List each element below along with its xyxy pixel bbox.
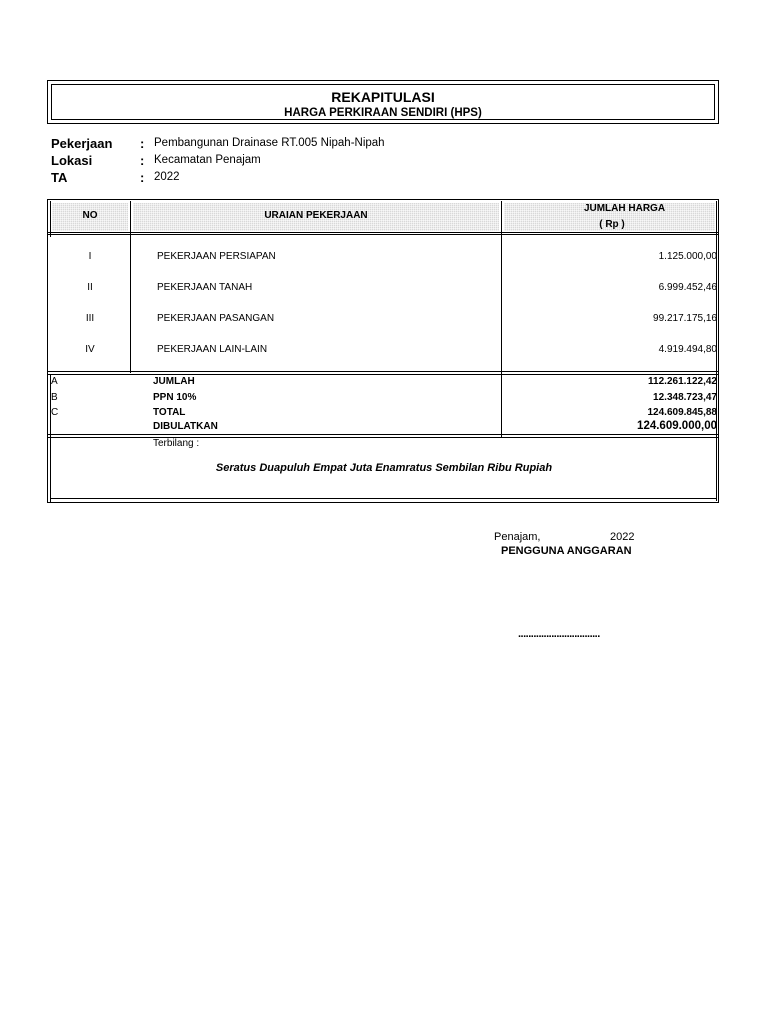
hdivider [47,371,719,372]
hdivider [50,498,717,499]
summary-letter-b: B [51,392,58,403]
hdivider [47,374,719,375]
row-no: III [85,313,95,324]
row-uraian: PEKERJAAN PERSIAPAN [157,251,276,262]
summary-jumlah-label: JUMLAH [153,376,195,387]
row-uraian: PEKERJAAN TANAH [157,282,253,293]
row-no: IV [85,344,95,355]
summary-dibulatkan-label: DIBULATKAN [153,421,218,432]
summary-total-value: 124.609.845,88 [647,407,717,418]
row-jumlah: 99.217.175,16 [653,313,717,324]
summary-letter-a: A [51,376,58,387]
ta-colon: : [140,170,145,185]
signature-place: Penajam, [494,531,541,543]
row-no: I [88,251,92,262]
terbilang-text: Seratus Duapuluh Empat Juta Enamratus Sembilan Ribu Rupiah [215,462,553,474]
title-inner-border [51,84,715,120]
row-uraian: PEKERJAAN LAIN-LAIN [157,344,268,355]
signature-year: 2022 [610,531,635,543]
summary-ppn-value: 12.348.723,47 [653,392,717,403]
row-jumlah: 4.919.494,80 [658,344,717,355]
row-uraian: PEKERJAAN PASANGAN [157,313,275,324]
summary-total-label: TOTAL [153,407,186,418]
hdivider [47,437,719,438]
lokasi-label: Lokasi [51,153,93,168]
header-uraian: URAIAN PEKERJAAN [264,210,368,221]
signature-name-placeholder: ................................ [518,628,600,640]
terbilang-label: Terbilang : [153,438,200,449]
ta-value: 2022 [154,171,180,183]
hdivider [47,234,719,235]
document-subtitle: HARGA PERKIRAAN SENDIRI (HPS) [284,107,482,119]
pekerjaan-label: Pekerjaan [51,136,113,151]
header-no: NO [82,210,98,221]
lokasi-value: Kecamatan Penajam [154,154,261,166]
header-jumlah-line1: JUMLAH HARGA [583,203,666,214]
vdivider [130,201,131,373]
row-jumlah: 6.999.452,46 [658,282,717,293]
document-title: REKAPITULASI [331,89,435,105]
signature-role: PENGGUNA ANGGARAN [501,545,632,557]
pekerjaan-colon: : [140,136,145,151]
header-jumlah-line2: ( Rp ) [599,219,625,230]
hdivider [47,232,719,233]
lokasi-colon: : [140,153,145,168]
vdivider [501,201,502,437]
summary-jumlah-value: 112.261.122,42 [648,376,717,387]
summary-ppn-label: PPN 10% [153,392,197,403]
summary-letter-c: C [51,407,59,418]
row-jumlah: 1.125.000,00 [658,251,717,262]
row-no: II [87,282,93,293]
ta-label: TA [51,170,68,185]
hdivider [47,434,719,435]
summary-dibulatkan-value: 124.609.000,00 [637,420,717,432]
rekap-table [47,199,719,503]
pekerjaan-value: Pembangunan Drainase RT.005 Nipah-Nipah [154,137,385,149]
title-box [47,80,719,124]
